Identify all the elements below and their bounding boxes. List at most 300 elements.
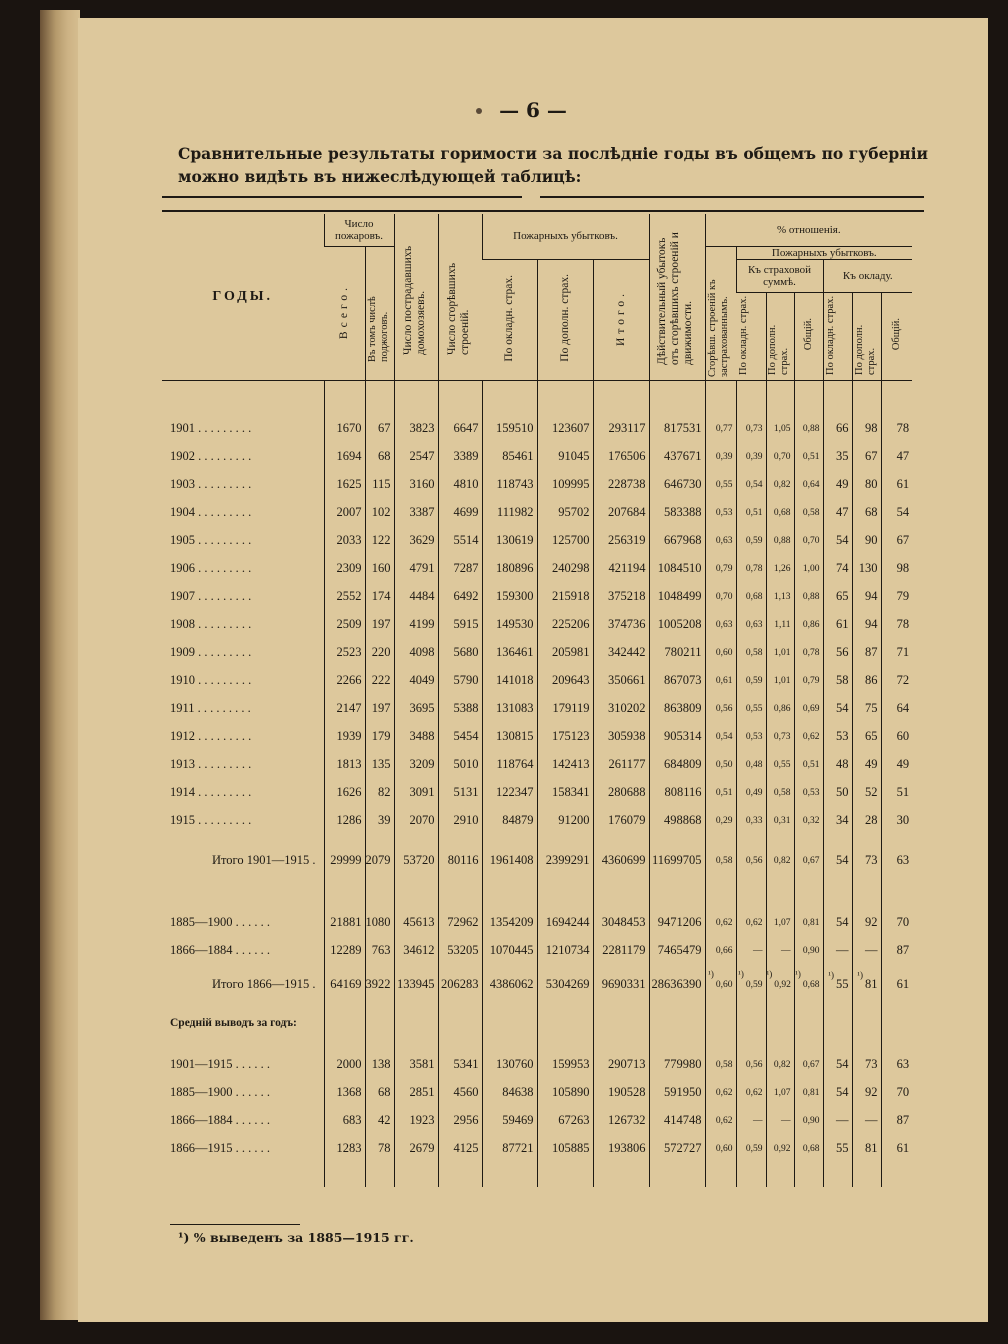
spacer-cell bbox=[705, 380, 736, 415]
spacer-cell bbox=[482, 380, 537, 415]
table-cell: 138 bbox=[365, 1051, 394, 1079]
table-cell: 45613 bbox=[394, 909, 438, 937]
table-cell: 0,59 bbox=[736, 667, 766, 695]
table-cell: 135 bbox=[365, 751, 394, 779]
table-cell: 65 bbox=[852, 723, 881, 751]
table-cell: 0,58 bbox=[705, 1051, 736, 1079]
spacer-cell bbox=[394, 835, 438, 847]
table-cell: 6647 bbox=[438, 415, 482, 443]
table-cell: 1961408 bbox=[482, 847, 537, 875]
header-burned-ratio: Сгорѣвш. строеній къ застрахованнымъ. bbox=[705, 246, 736, 380]
table-cell: 2007 bbox=[324, 499, 365, 527]
table-cell: 136461 bbox=[482, 639, 537, 667]
table-row bbox=[162, 779, 912, 807]
table-cell: 71 bbox=[881, 639, 912, 667]
table-cell: 3091 bbox=[394, 779, 438, 807]
table-cell: 34612 bbox=[394, 937, 438, 965]
table-cell: ¹)0,92 bbox=[766, 971, 794, 999]
table-cell: ¹)0,60 bbox=[705, 971, 736, 999]
spacer-cell bbox=[766, 875, 794, 909]
spacer-cell bbox=[324, 1037, 365, 1051]
table-cell: 7287 bbox=[438, 555, 482, 583]
table-cell: 225206 bbox=[537, 611, 593, 639]
book-edge bbox=[40, 10, 80, 1320]
spacer-cell bbox=[852, 1037, 881, 1051]
table-cell: 197 bbox=[365, 695, 394, 723]
row-label: 1902 . . . . . . . . . bbox=[170, 449, 252, 463]
table-cell: 105890 bbox=[537, 1079, 593, 1107]
header-p-main-2: По окладн. страх. bbox=[823, 292, 852, 380]
row-label: 1866—1884 . . . . . . bbox=[170, 943, 270, 957]
fires-table bbox=[162, 214, 912, 1187]
table-cell: 780211 bbox=[649, 639, 705, 667]
table-cell: 310202 bbox=[593, 695, 649, 723]
spacer-cell bbox=[881, 1163, 912, 1187]
table-cell: 0,67 bbox=[794, 847, 823, 875]
table-cell: 98 bbox=[852, 415, 881, 443]
spacer-cell bbox=[736, 1037, 766, 1051]
table-cell: 87 bbox=[881, 937, 912, 965]
footnote-rule bbox=[170, 1224, 300, 1225]
table-cell: 5304269 bbox=[537, 971, 593, 999]
table-cell: 4386062 bbox=[482, 971, 537, 999]
table-cell: 572727 bbox=[649, 1135, 705, 1163]
table-cell: 0,56 bbox=[705, 695, 736, 723]
table-cell: 68 bbox=[852, 499, 881, 527]
table-cell: 179 bbox=[365, 723, 394, 751]
table-cell: 3048453 bbox=[593, 909, 649, 937]
row-label: 1901—1915 . . . . . . bbox=[170, 1057, 270, 1071]
table-cell: 437671 bbox=[649, 443, 705, 471]
header-fires-arson: Въ томъ числѣ поджоговъ. bbox=[365, 246, 394, 380]
table-cell: 0,88 bbox=[794, 415, 823, 443]
header-losses: Пожарныхъ убытковъ. bbox=[482, 214, 649, 259]
row-label: Итого 1901—1915 . bbox=[211, 853, 316, 867]
table-cell: 2000 bbox=[324, 1051, 365, 1079]
row-label: 1915 . . . . . . . . . bbox=[170, 813, 252, 827]
table-row bbox=[162, 847, 912, 875]
table-cell: 2851 bbox=[394, 1079, 438, 1107]
table-cell: 0,55 bbox=[736, 695, 766, 723]
table-cell: 130760 bbox=[482, 1051, 537, 1079]
table-cell: 0,58 bbox=[766, 779, 794, 807]
table-cell: 149530 bbox=[482, 611, 537, 639]
spacer-cell bbox=[438, 1163, 482, 1187]
table-cell: 95702 bbox=[537, 499, 593, 527]
table-cell: 0,53 bbox=[794, 779, 823, 807]
spacer-cell bbox=[324, 1009, 365, 1037]
spacer-cell bbox=[438, 835, 482, 847]
table-cell: 240298 bbox=[537, 555, 593, 583]
header-loss-total: Итого. bbox=[593, 259, 649, 380]
table-cell: 0,58 bbox=[794, 499, 823, 527]
table-cell: — bbox=[852, 1107, 881, 1135]
table-cell: 28636390 bbox=[649, 971, 705, 999]
table-cell: 12289 bbox=[324, 937, 365, 965]
table-cell: 5790 bbox=[438, 667, 482, 695]
header-p-main-1: По окладн. страх. bbox=[736, 292, 766, 380]
table-cell: 70 bbox=[881, 1079, 912, 1107]
table-cell: 122 bbox=[365, 527, 394, 555]
table-cell: 0,53 bbox=[736, 723, 766, 751]
table-cell: 0,58 bbox=[705, 847, 736, 875]
row-label: 1912 . . . . . . . . . bbox=[170, 729, 252, 743]
table-cell: 0,81 bbox=[794, 1079, 823, 1107]
table-cell: 0,58 bbox=[736, 639, 766, 667]
table-cell: 58 bbox=[823, 667, 852, 695]
table-cell: 1286 bbox=[324, 807, 365, 835]
table-cell: 78 bbox=[881, 611, 912, 639]
table-cell: 4484 bbox=[394, 583, 438, 611]
table-cell: 91200 bbox=[537, 807, 593, 835]
table-cell: 280688 bbox=[593, 779, 649, 807]
spacer-cell bbox=[537, 835, 593, 847]
table-cell: 75 bbox=[852, 695, 881, 723]
table-cell: 2910 bbox=[438, 807, 482, 835]
table-cell: 1,00 bbox=[794, 555, 823, 583]
row-label: 1909 . . . . . . . . . bbox=[170, 645, 252, 659]
spacer-cell bbox=[794, 835, 823, 847]
table-row bbox=[162, 909, 912, 937]
table-cell: 78 bbox=[365, 1135, 394, 1163]
table-cell: 39 bbox=[365, 807, 394, 835]
table-cell: 0,73 bbox=[736, 415, 766, 443]
table-cell: 290713 bbox=[593, 1051, 649, 1079]
table-cell: 305938 bbox=[593, 723, 649, 751]
footnote-mark: ¹) bbox=[708, 969, 714, 979]
table-cell: 0,79 bbox=[705, 555, 736, 583]
table-cell: 228738 bbox=[593, 471, 649, 499]
table-cell: 130619 bbox=[482, 527, 537, 555]
table-cell: 0,63 bbox=[705, 527, 736, 555]
table-cell: 261177 bbox=[593, 751, 649, 779]
table-cell: 47 bbox=[881, 443, 912, 471]
table-cell: 205981 bbox=[537, 639, 593, 667]
table-cell: 4098 bbox=[394, 639, 438, 667]
table-cell: 0,61 bbox=[705, 667, 736, 695]
table-cell: 1,13 bbox=[766, 583, 794, 611]
spacer-cell bbox=[482, 1163, 537, 1187]
table-cell: 0,56 bbox=[736, 847, 766, 875]
table-cell: 0,78 bbox=[794, 639, 823, 667]
table-cell: 374736 bbox=[593, 611, 649, 639]
table-cell: 85461 bbox=[482, 443, 537, 471]
table-cell: 91045 bbox=[537, 443, 593, 471]
table-cell: 82 bbox=[365, 779, 394, 807]
table-cell: 130815 bbox=[482, 723, 537, 751]
spacer-cell bbox=[852, 875, 881, 909]
table-cell: 5915 bbox=[438, 611, 482, 639]
table-cell: 0,88 bbox=[794, 583, 823, 611]
table-cell: 0,59 bbox=[736, 1135, 766, 1163]
table-cell: 0,49 bbox=[736, 779, 766, 807]
table-cell: 375218 bbox=[593, 583, 649, 611]
header-fires: Число пожаровъ. bbox=[324, 214, 394, 246]
table-cell: 1694 bbox=[324, 443, 365, 471]
table-cell: 0,63 bbox=[736, 611, 766, 639]
table-cell: $^{^1)}$55 bbox=[823, 971, 852, 999]
spacer-cell bbox=[823, 1037, 852, 1051]
table-cell: 0,73 bbox=[766, 723, 794, 751]
table-cell: 1368 bbox=[324, 1079, 365, 1107]
table-cell: 808116 bbox=[649, 779, 705, 807]
header-loss-main: По окладн. страх. bbox=[482, 259, 537, 380]
spacer-cell bbox=[794, 875, 823, 909]
spacer-cell bbox=[736, 875, 766, 909]
table-cell: 160 bbox=[365, 555, 394, 583]
spacer-cell bbox=[537, 999, 593, 1009]
footnote: ¹) % выведенъ за 1885—1915 гг. bbox=[178, 1230, 414, 1245]
table-cell: 159953 bbox=[537, 1051, 593, 1079]
table-cell: 0,51 bbox=[736, 499, 766, 527]
table-row bbox=[162, 723, 912, 751]
table-cell: 55 bbox=[823, 1135, 852, 1163]
table-cell: 130 bbox=[852, 555, 881, 583]
spacer-cell bbox=[705, 835, 736, 847]
table-cell: 3387 bbox=[394, 499, 438, 527]
table-cell: 176079 bbox=[593, 807, 649, 835]
table-cell: 0,53 bbox=[705, 499, 736, 527]
table-cell: 197 bbox=[365, 611, 394, 639]
footnote-mark: ¹) bbox=[766, 969, 773, 979]
table-cell: ¹)0,59 bbox=[736, 971, 766, 999]
table-cell: 1,07 bbox=[766, 1079, 794, 1107]
table-cell: 0,62 bbox=[794, 723, 823, 751]
table-cell: 0,88 bbox=[766, 527, 794, 555]
table-cell: 54 bbox=[881, 499, 912, 527]
table-cell: 94 bbox=[852, 611, 881, 639]
table-cell: — bbox=[736, 937, 766, 965]
table-row bbox=[162, 415, 912, 443]
table-row bbox=[162, 667, 912, 695]
table-cell: 0,51 bbox=[705, 779, 736, 807]
table-cell: 0,51 bbox=[794, 443, 823, 471]
table-cell: 3389 bbox=[438, 443, 482, 471]
table-cell: 54 bbox=[823, 909, 852, 937]
header-households: Число пострадавшихъ домохозяевъ. bbox=[394, 214, 438, 380]
table-cell: 0,60 bbox=[705, 1135, 736, 1163]
spacer-cell bbox=[881, 1037, 912, 1051]
table-cell: 0,82 bbox=[766, 1051, 794, 1079]
spacer-cell bbox=[438, 875, 482, 909]
row-label: 1901 . . . . . . . . . bbox=[170, 421, 252, 435]
spacer-cell bbox=[766, 380, 794, 415]
table-cell: 47 bbox=[823, 499, 852, 527]
table-row bbox=[162, 583, 912, 611]
table-cell: 109995 bbox=[537, 471, 593, 499]
table-cell: 84638 bbox=[482, 1079, 537, 1107]
table-cell: 0,51 bbox=[794, 751, 823, 779]
table-cell: 111982 bbox=[482, 499, 537, 527]
table-cell: 779980 bbox=[649, 1051, 705, 1079]
table-cell: 67 bbox=[365, 415, 394, 443]
table-cell: 63 bbox=[881, 847, 912, 875]
table-cell: 29999 bbox=[324, 847, 365, 875]
header-to-salary: Къ окладу. bbox=[823, 259, 912, 292]
table-cell: 123607 bbox=[537, 415, 593, 443]
spacer-cell bbox=[881, 1009, 912, 1037]
table-cell: 3922 bbox=[365, 971, 394, 999]
spacer-cell bbox=[649, 380, 705, 415]
table-cell: 0,86 bbox=[794, 611, 823, 639]
table-cell: 54 bbox=[823, 847, 852, 875]
row-label: 1866—1884 . . . . . . bbox=[170, 1113, 270, 1127]
table-cell: 206283 bbox=[438, 971, 482, 999]
table-cell: 905314 bbox=[649, 723, 705, 751]
table-cell: 863809 bbox=[649, 695, 705, 723]
spacer-cell bbox=[823, 835, 852, 847]
spacer-cell bbox=[438, 999, 482, 1009]
spacer-cell bbox=[649, 835, 705, 847]
spacer-cell bbox=[537, 1009, 593, 1037]
table-cell: 421194 bbox=[593, 555, 649, 583]
table-cell: 102 bbox=[365, 499, 394, 527]
spacer-cell bbox=[593, 1037, 649, 1051]
table-cell: 87721 bbox=[482, 1135, 537, 1163]
spacer-cell bbox=[593, 875, 649, 909]
table-cell: 65 bbox=[823, 583, 852, 611]
spacer-cell bbox=[794, 1009, 823, 1037]
table-cell: 87 bbox=[881, 1107, 912, 1135]
spacer-row bbox=[162, 835, 912, 847]
table-cell: 78 bbox=[881, 415, 912, 443]
spacer-cell bbox=[852, 1163, 881, 1187]
spacer-cell bbox=[324, 1163, 365, 1187]
table-row bbox=[162, 499, 912, 527]
table-header bbox=[162, 214, 912, 380]
table-cell: 118743 bbox=[482, 471, 537, 499]
table-cell: 0,90 bbox=[794, 1107, 823, 1135]
table-cell: 256319 bbox=[593, 527, 649, 555]
spacer-cell bbox=[794, 1163, 823, 1187]
table-cell: 2033 bbox=[324, 527, 365, 555]
spacer-cell bbox=[794, 999, 823, 1009]
table-cell: 42 bbox=[365, 1107, 394, 1135]
spacer-cell bbox=[162, 380, 324, 415]
table-row bbox=[162, 695, 912, 723]
table-cell: 67 bbox=[852, 443, 881, 471]
table-cell: 0,32 bbox=[794, 807, 823, 835]
table-cell: 94 bbox=[852, 583, 881, 611]
spacer-cell bbox=[482, 1009, 537, 1037]
spacer-cell bbox=[823, 1163, 852, 1187]
table-cell: 52 bbox=[852, 779, 881, 807]
footnote-mark: ¹) bbox=[828, 970, 834, 980]
table-cell: 64169 bbox=[324, 971, 365, 999]
spacer-cell bbox=[649, 1037, 705, 1051]
row-label: 1908 . . . . . . . . . bbox=[170, 617, 252, 631]
table-cell: 0,55 bbox=[705, 471, 736, 499]
table-cell: 49 bbox=[823, 471, 852, 499]
table-cell: 81 bbox=[852, 1135, 881, 1163]
rule-right bbox=[540, 196, 924, 198]
table-cell: 49 bbox=[852, 751, 881, 779]
table-cell: 80116 bbox=[438, 847, 482, 875]
table-cell: 54 bbox=[823, 1051, 852, 1079]
table-cell: 4810 bbox=[438, 471, 482, 499]
table-cell: 0,55 bbox=[766, 751, 794, 779]
table-cell: 5388 bbox=[438, 695, 482, 723]
table-top-rule bbox=[162, 210, 924, 212]
table-cell: 141018 bbox=[482, 667, 537, 695]
table-row bbox=[162, 639, 912, 667]
spacer-cell bbox=[766, 1037, 794, 1051]
spacer-cell bbox=[324, 835, 365, 847]
table-cell: 0,31 bbox=[766, 807, 794, 835]
row-label: 1913 . . . . . . . . . bbox=[170, 757, 252, 771]
row-label: 1914 . . . . . . . . . bbox=[170, 785, 252, 799]
table-cell: — bbox=[766, 1107, 794, 1135]
spacer-cell bbox=[705, 1037, 736, 1051]
spacer-cell bbox=[593, 380, 649, 415]
row-label: 1906 . . . . . . . . . bbox=[170, 561, 252, 575]
table-cell: 68 bbox=[365, 1079, 394, 1107]
spacer-cell bbox=[324, 999, 365, 1009]
table-cell: 9471206 bbox=[649, 909, 705, 937]
table-cell: 159300 bbox=[482, 583, 537, 611]
table-cell: 2547 bbox=[394, 443, 438, 471]
table-cell: 54 bbox=[823, 1079, 852, 1107]
table-cell: 131083 bbox=[482, 695, 537, 723]
table-row bbox=[162, 807, 912, 835]
table-cell: 28 bbox=[852, 807, 881, 835]
spacer-cell bbox=[482, 875, 537, 909]
table-cell: 7465479 bbox=[649, 937, 705, 965]
table-cell: 2281179 bbox=[593, 937, 649, 965]
table-cell: — bbox=[823, 937, 852, 965]
table-cell: 0,33 bbox=[736, 807, 766, 835]
table-cell: 0,92 bbox=[766, 1135, 794, 1163]
header-to-sum: Къ страховой суммѣ. bbox=[736, 259, 823, 292]
table-cell: 1080 bbox=[365, 909, 394, 937]
table-cell: — bbox=[852, 937, 881, 965]
spacer-cell bbox=[537, 1037, 593, 1051]
header-loss-add: По дополн. страх. bbox=[537, 259, 593, 380]
table-cell: 2070 bbox=[394, 807, 438, 835]
spacer-cell bbox=[438, 1009, 482, 1037]
spacer-cell bbox=[881, 875, 912, 909]
spacer-cell bbox=[823, 380, 852, 415]
spacer-cell bbox=[537, 380, 593, 415]
table-cell: 4699 bbox=[438, 499, 482, 527]
table-cell: 4125 bbox=[438, 1135, 482, 1163]
table-cell: 591950 bbox=[649, 1079, 705, 1107]
table-cell: 0,82 bbox=[766, 471, 794, 499]
table-cell: 0,62 bbox=[705, 1107, 736, 1135]
table-cell: 4199 bbox=[394, 611, 438, 639]
table-cell: 61 bbox=[823, 611, 852, 639]
table-row bbox=[162, 751, 912, 779]
spacer-cell bbox=[766, 999, 794, 1009]
table-cell: 763 bbox=[365, 937, 394, 965]
table-cell: 0,78 bbox=[736, 555, 766, 583]
table-cell: 0,79 bbox=[794, 667, 823, 695]
row-label: 1885—1900 . . . . . . bbox=[170, 1085, 270, 1099]
spacer-cell bbox=[324, 380, 365, 415]
spacer-row bbox=[162, 875, 912, 909]
table-cell: 63 bbox=[881, 1051, 912, 1079]
table-cell: 53 bbox=[823, 723, 852, 751]
table-cell: 0,70 bbox=[705, 583, 736, 611]
table-cell: 0,77 bbox=[705, 415, 736, 443]
table-row bbox=[162, 527, 912, 555]
table-cell: 98 bbox=[881, 555, 912, 583]
table-cell: 90 bbox=[852, 527, 881, 555]
spacer-cell bbox=[649, 1009, 705, 1037]
spacer-cell bbox=[852, 1009, 881, 1037]
spacer-cell bbox=[365, 1163, 394, 1187]
spacer-cell bbox=[394, 380, 438, 415]
